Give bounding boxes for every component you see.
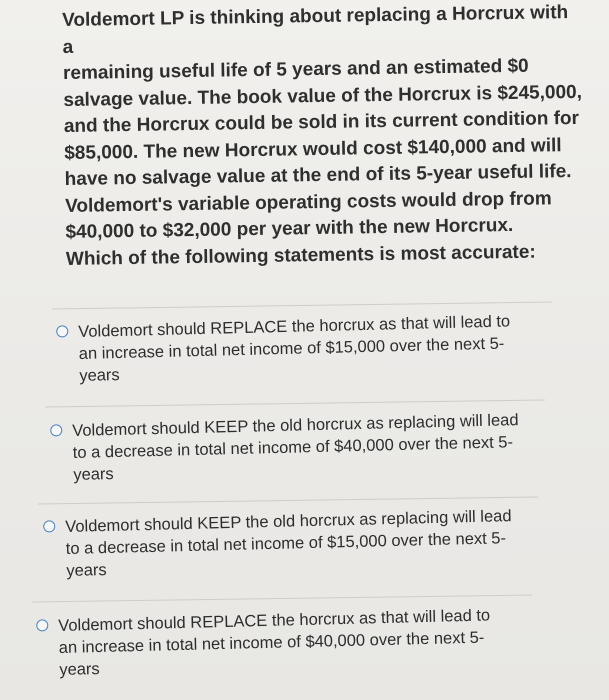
question-line: $85,000. The new Horcrux would cost $140,000 and will	[64, 134, 562, 164]
answer-option-text: Voldemort should REPLACE the horcrux as that will lead to an increase in total net income of $40,000 over the next 5- years	[58, 606, 491, 679]
answer-divider	[52, 302, 552, 310]
question-line: Voldemort LP is thinking about replacing a Horcrux with a	[62, 2, 569, 58]
answer-option-2[interactable]	[72, 409, 543, 486]
answer-divider	[38, 497, 538, 505]
question-line: salvage value. The book value of the Horcrux is $245,000,	[63, 81, 583, 111]
radio-button-icon[interactable]	[43, 520, 55, 532]
question-line: have no salvage value at the end of its 5-year useful life.	[64, 161, 572, 190]
question-line: $40,000 to $32,000 per year with the new Horcrux.	[65, 214, 514, 243]
radio-button-icon[interactable]	[50, 424, 62, 436]
answer-option-text: Voldemort should KEEP the old horcrux as replacing will lead to a decrease in total net income of $40,000 over the next 5- years	[72, 411, 519, 484]
question-line: remaining useful life of 5 years and an estimated $0	[62, 55, 529, 84]
answer-option-1[interactable]	[78, 310, 549, 387]
answer-divider	[32, 595, 532, 603]
question-line: Which of the following statements is most accurate:	[65, 241, 536, 270]
answer-divider	[45, 400, 545, 408]
answer-option-4[interactable]	[58, 604, 529, 681]
radio-button-icon[interactable]	[56, 325, 68, 337]
answer-option-text: Voldemort should KEEP the old horcrux as replacing will lead to a decrease in total net income of $15,000 over the next 5- years	[65, 507, 512, 580]
question-line: Voldemort's variable operating costs would drop from	[64, 187, 552, 217]
answer-option-text: Voldemort should REPLACE the horcrux as that will lead to an increase in total net income of $15,000 over the next 5- years	[78, 312, 511, 385]
question-prompt	[62, 0, 586, 273]
question-line: and the Horcrux could be sold in its current condition for	[63, 107, 580, 137]
answer-option-3[interactable]	[65, 505, 536, 582]
radio-button-icon[interactable]	[36, 619, 48, 631]
